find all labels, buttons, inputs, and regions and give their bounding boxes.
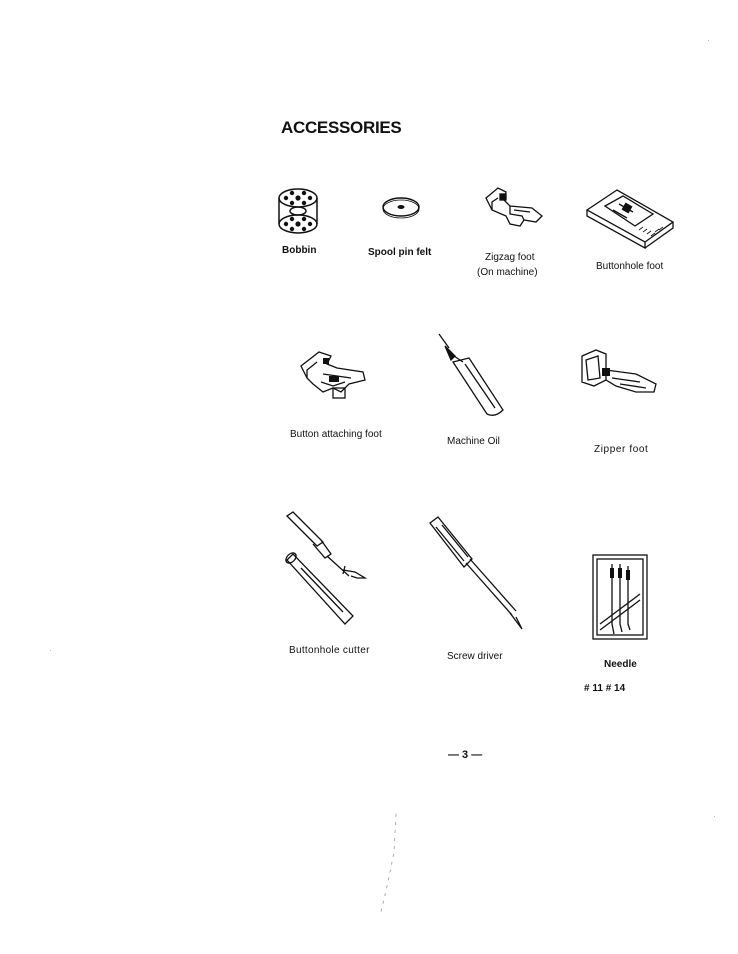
screwdriver-icon — [426, 517, 526, 631]
spool-pin-felt-label: Spool pin felt — [368, 247, 432, 258]
spool-felt-icon — [381, 196, 421, 220]
needle-label: Needle — [604, 659, 637, 670]
button-foot-icon — [293, 348, 369, 400]
buttonhole-foot-icon — [583, 186, 675, 246]
zigzag-foot-label: Zigzag foot — [485, 252, 535, 263]
scan-speck — [50, 650, 51, 651]
machine-oil-label: Machine Oil — [447, 436, 500, 447]
needle-pack-icon — [592, 554, 648, 640]
page-number: — 3 — — [448, 749, 483, 761]
zigzag-foot-note: (On machine) — [477, 267, 538, 278]
bobbin-icon — [276, 186, 324, 238]
scan-artifact-line — [370, 812, 400, 922]
zipper-foot-label: Zipper foot — [594, 444, 649, 455]
oil-bottle-icon — [435, 332, 515, 418]
buttonhole-foot-label: Buttonhole foot — [596, 261, 664, 272]
zigzag-foot-icon — [480, 184, 546, 230]
zipper-foot-icon — [576, 348, 662, 398]
page-title: ACCESSORIES — [281, 118, 402, 137]
needle-sizes: # 11 # 14 — [584, 683, 626, 694]
scan-speck — [714, 816, 715, 817]
buttonhole-cutter-label: Buttonhole cutter — [289, 645, 370, 656]
bobbin-label: Bobbin — [282, 245, 317, 256]
screw-driver-label: Screw driver — [447, 651, 503, 662]
seam-ripper-icon — [283, 514, 373, 634]
button-attaching-foot-label: Button attaching foot — [290, 429, 382, 440]
scan-speck — [708, 40, 709, 41]
